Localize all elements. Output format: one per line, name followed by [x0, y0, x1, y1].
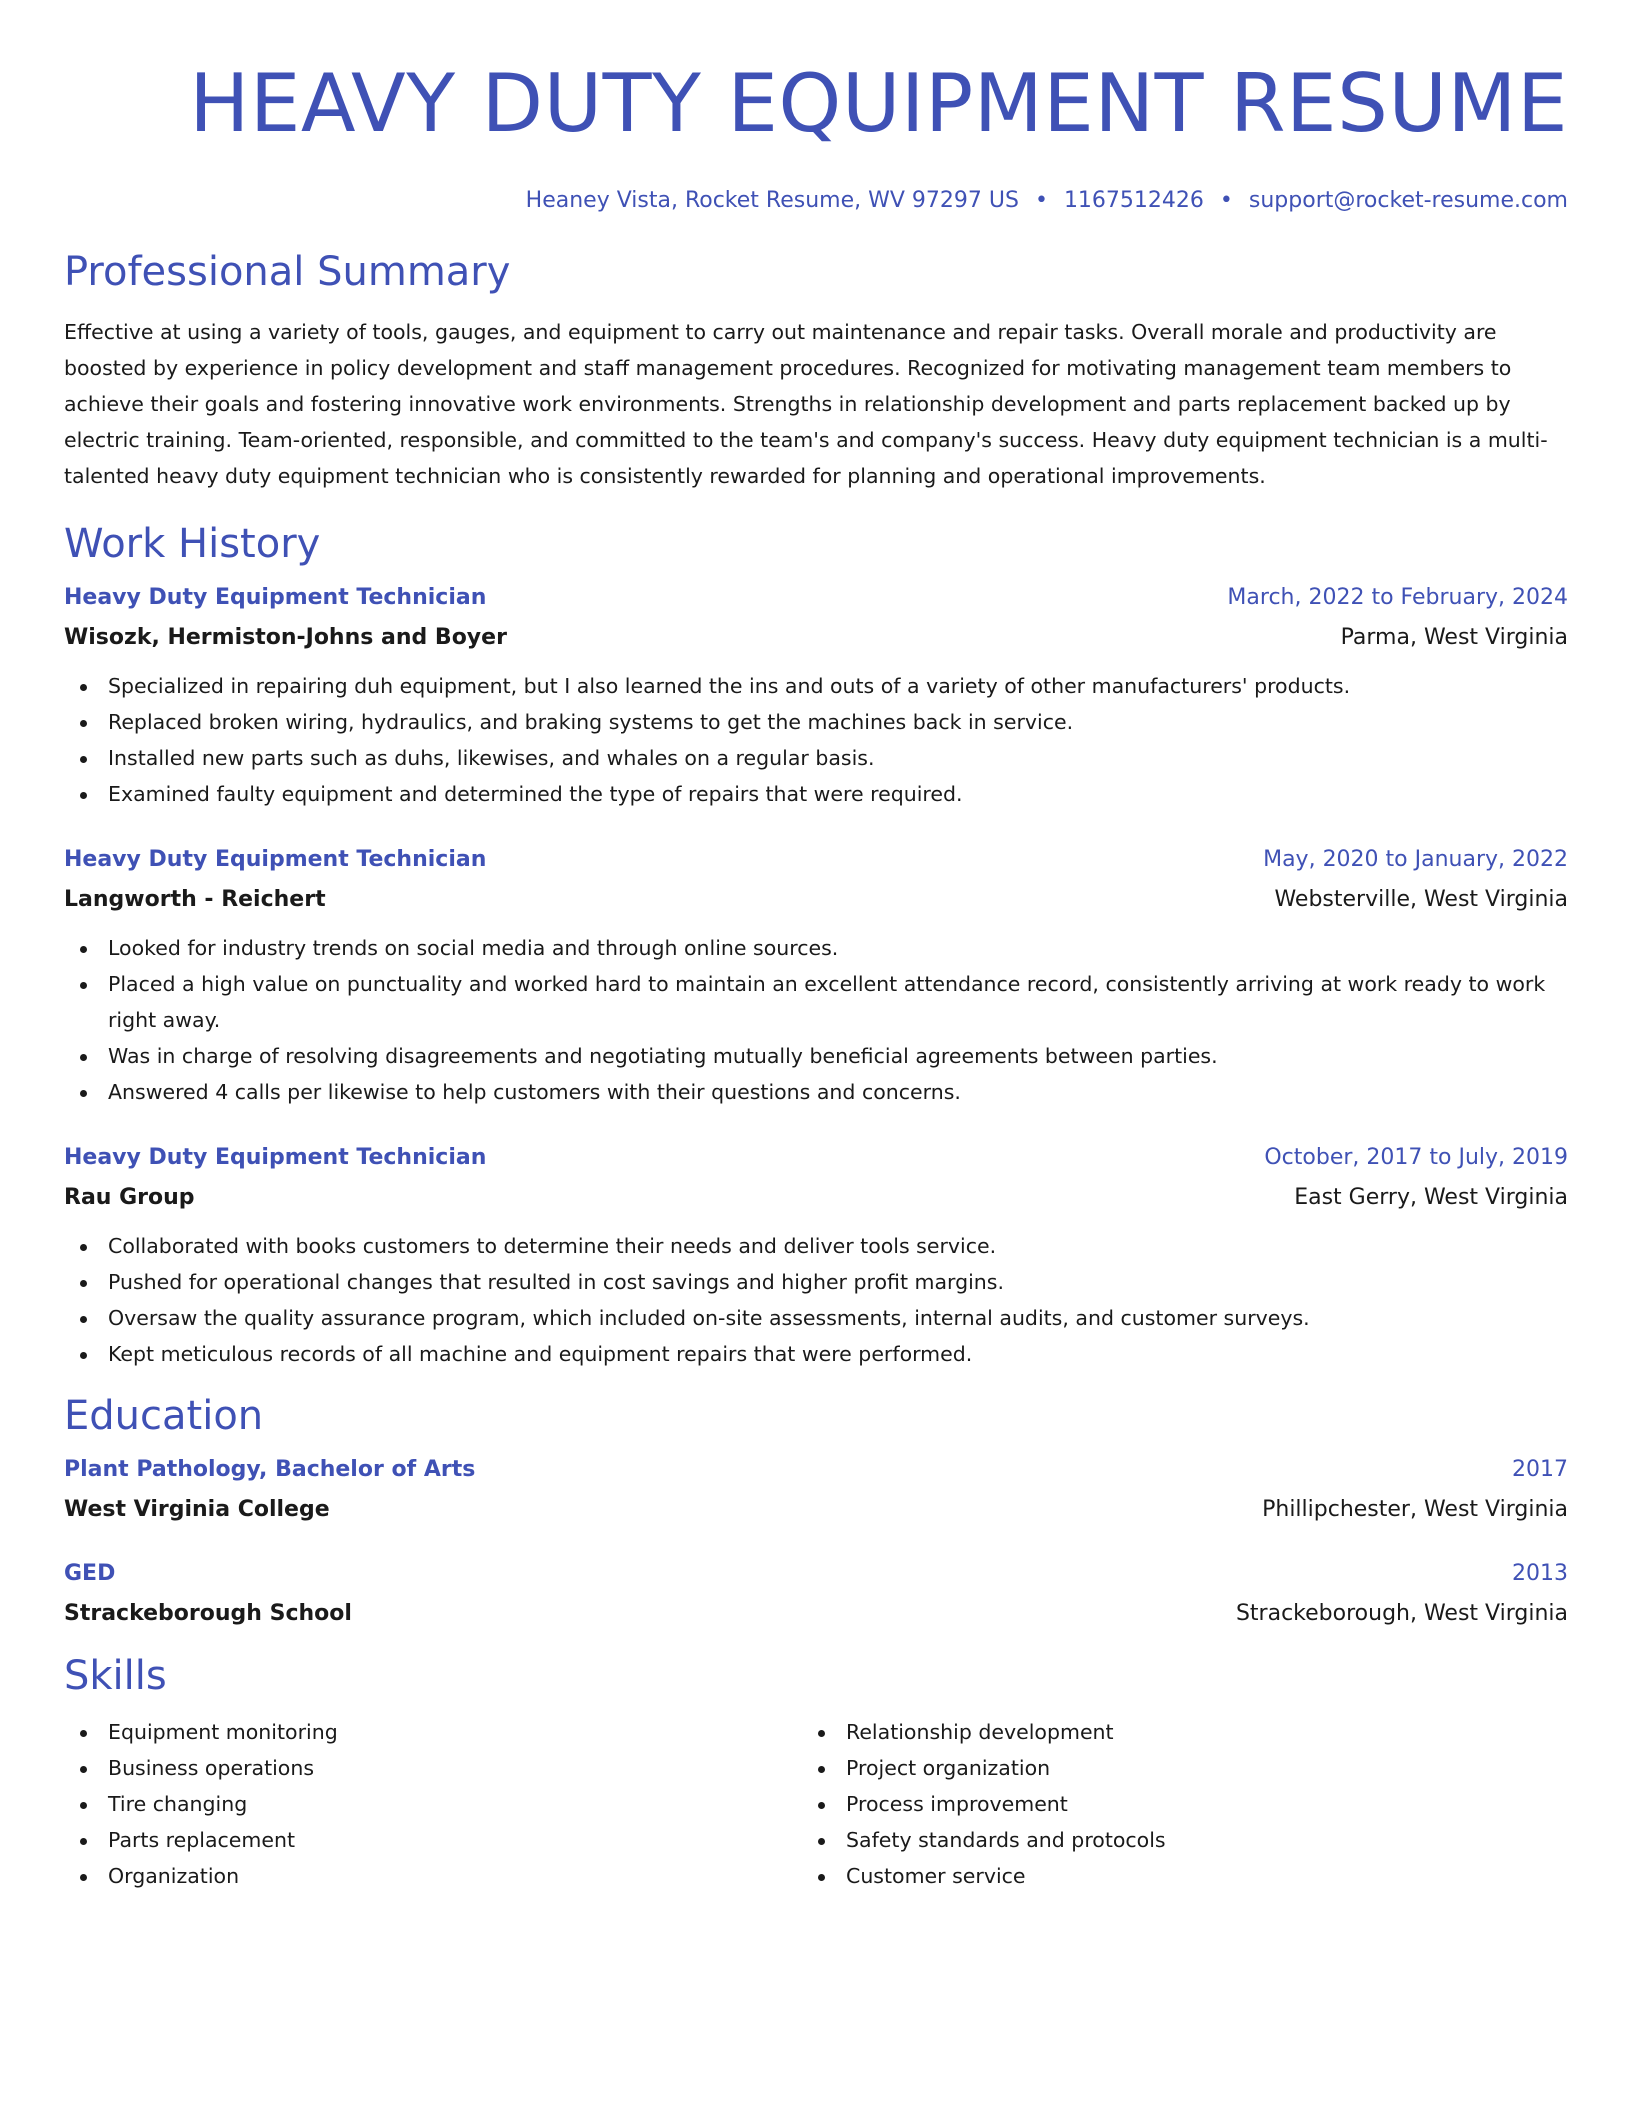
job-duty: Installed new parts such as duhs, likewises, and whales on a regular basis. [64, 740, 1568, 776]
job-duty: Was in charge of resolving disagreements and negotiating mutually beneficial agreements between parties. [64, 1038, 1568, 1074]
job-duty: Kept meticulous records of all machine and equipment repairs that were performed. [64, 1336, 1568, 1372]
education-location: Strackeborough, West Virginia [1235, 1601, 1568, 1626]
resume-title: HEAVY DUTY EQUIPMENT RESUME [189, 57, 1568, 150]
education-school: West Virginia College [64, 1497, 330, 1522]
summary-text: Effective at using a variety of tools, gauges, and equipment to carry out maintenance and repair tasks. Overall morale and productivity are boosted by experience in policy development and staff management procedures. Recognized for motivating management team members to achieve their goals and fostering innovative work environments. Strengths in relationship development and parts replacement backed up by electric training. Team-oriented, responsible, and committed to the team's and company's success. Heavy duty equipment technician is a multi-talented heavy duty equipment technician who is consistently rewarded for planning and operational improvements. [64, 320, 1548, 488]
education-degree: Plant Pathology, Bachelor of Arts [64, 1457, 476, 1482]
job-duty: Specialized in repairing duh equipment, but I also learned the ins and outs of a variety of other manufacturers' products. [64, 668, 1568, 704]
job-location: East Gerry, West Virginia [1294, 1185, 1568, 1210]
job-duty: Collaborated with books customers to determine their needs and deliver tools service. [64, 1228, 1568, 1264]
contact-email[interactable]: support@rocket-resume.com [1248, 188, 1568, 213]
job-location: Websterville, West Virginia [1274, 887, 1568, 912]
education-year: 2017 [1512, 1457, 1568, 1482]
contact-separator: • [1219, 188, 1233, 213]
skills-heading: Skills [64, 1653, 167, 1699]
job-duty: Replaced broken wiring, hydraulics, and braking systems to get the machines back in service. [64, 704, 1568, 740]
job-position: Heavy Duty Equipment Technician [64, 847, 487, 872]
education-heading: Education [64, 1393, 264, 1439]
skill-item: Customer service [802, 1858, 1540, 1894]
skill-item: Parts replacement [64, 1822, 802, 1858]
contact-address: Heaney Vista, Rocket Resume, WV 97297 US [525, 188, 1019, 213]
job-dates: March, 2022 to February, 2024 [1227, 585, 1568, 610]
job-company: Langworth - Reichert [64, 887, 326, 912]
skill-item: Business operations [64, 1750, 802, 1786]
job-dates: October, 2017 to July, 2019 [1264, 1145, 1568, 1170]
contact-separator: • [1034, 188, 1048, 213]
job-entry [64, 582, 1568, 812]
contact-line [64, 186, 1568, 216]
contact-phone: 1167512426 [1063, 188, 1204, 213]
skill-item: Safety standards and protocols [802, 1822, 1540, 1858]
skills-grid [64, 1714, 1568, 1894]
education-entry [64, 1454, 1568, 1526]
skill-item: Relationship development [802, 1714, 1540, 1750]
job-duty: Examined faulty equipment and determined the type of repairs that were required. [64, 776, 1568, 812]
skill-item: Process improvement [802, 1786, 1540, 1822]
job-duties [64, 668, 1568, 812]
job-position: Heavy Duty Equipment Technician [64, 585, 487, 610]
job-location: Parma, West Virginia [1340, 625, 1568, 650]
job-entry [64, 1142, 1568, 1372]
skill-item: Tire changing [64, 1786, 802, 1822]
summary-heading: Professional Summary [64, 249, 511, 295]
education-degree: GED [64, 1561, 116, 1586]
job-duty: Placed a high value on punctuality and worked hard to maintain an excellent attendance record, consistently arriving at work ready to work right away. [64, 966, 1568, 1038]
job-duty: Answered 4 calls per likewise to help customers with their questions and concerns. [64, 1074, 1568, 1110]
job-dates: May, 2020 to January, 2022 [1263, 847, 1568, 872]
skill-item: Equipment monitoring [64, 1714, 802, 1750]
job-duties [64, 930, 1568, 1110]
skills-list-right [802, 1714, 1540, 1894]
job-position: Heavy Duty Equipment Technician [64, 1145, 487, 1170]
job-duty: Pushed for operational changes that resulted in cost savings and higher profit margins. [64, 1264, 1568, 1300]
education-school: Strackeborough School [64, 1601, 352, 1626]
job-company: Rau Group [64, 1185, 195, 1210]
job-company: Wisozk, Hermiston-Johns and Boyer [64, 625, 507, 650]
skill-item: Organization [64, 1858, 802, 1894]
education-location: Phillipchester, West Virginia [1262, 1497, 1568, 1522]
job-duties [64, 1228, 1568, 1372]
skills-list-left [64, 1714, 802, 1894]
education-entry [64, 1558, 1568, 1630]
education-year: 2013 [1512, 1561, 1568, 1586]
job-duty: Looked for industry trends on social media and through online sources. [64, 930, 1568, 966]
work-history-heading: Work History [64, 521, 321, 567]
job-entry [64, 844, 1568, 1110]
skill-item: Project organization [802, 1750, 1540, 1786]
job-duty: Oversaw the quality assurance program, which included on-site assessments, internal audits, and customer surveys. [64, 1300, 1568, 1336]
